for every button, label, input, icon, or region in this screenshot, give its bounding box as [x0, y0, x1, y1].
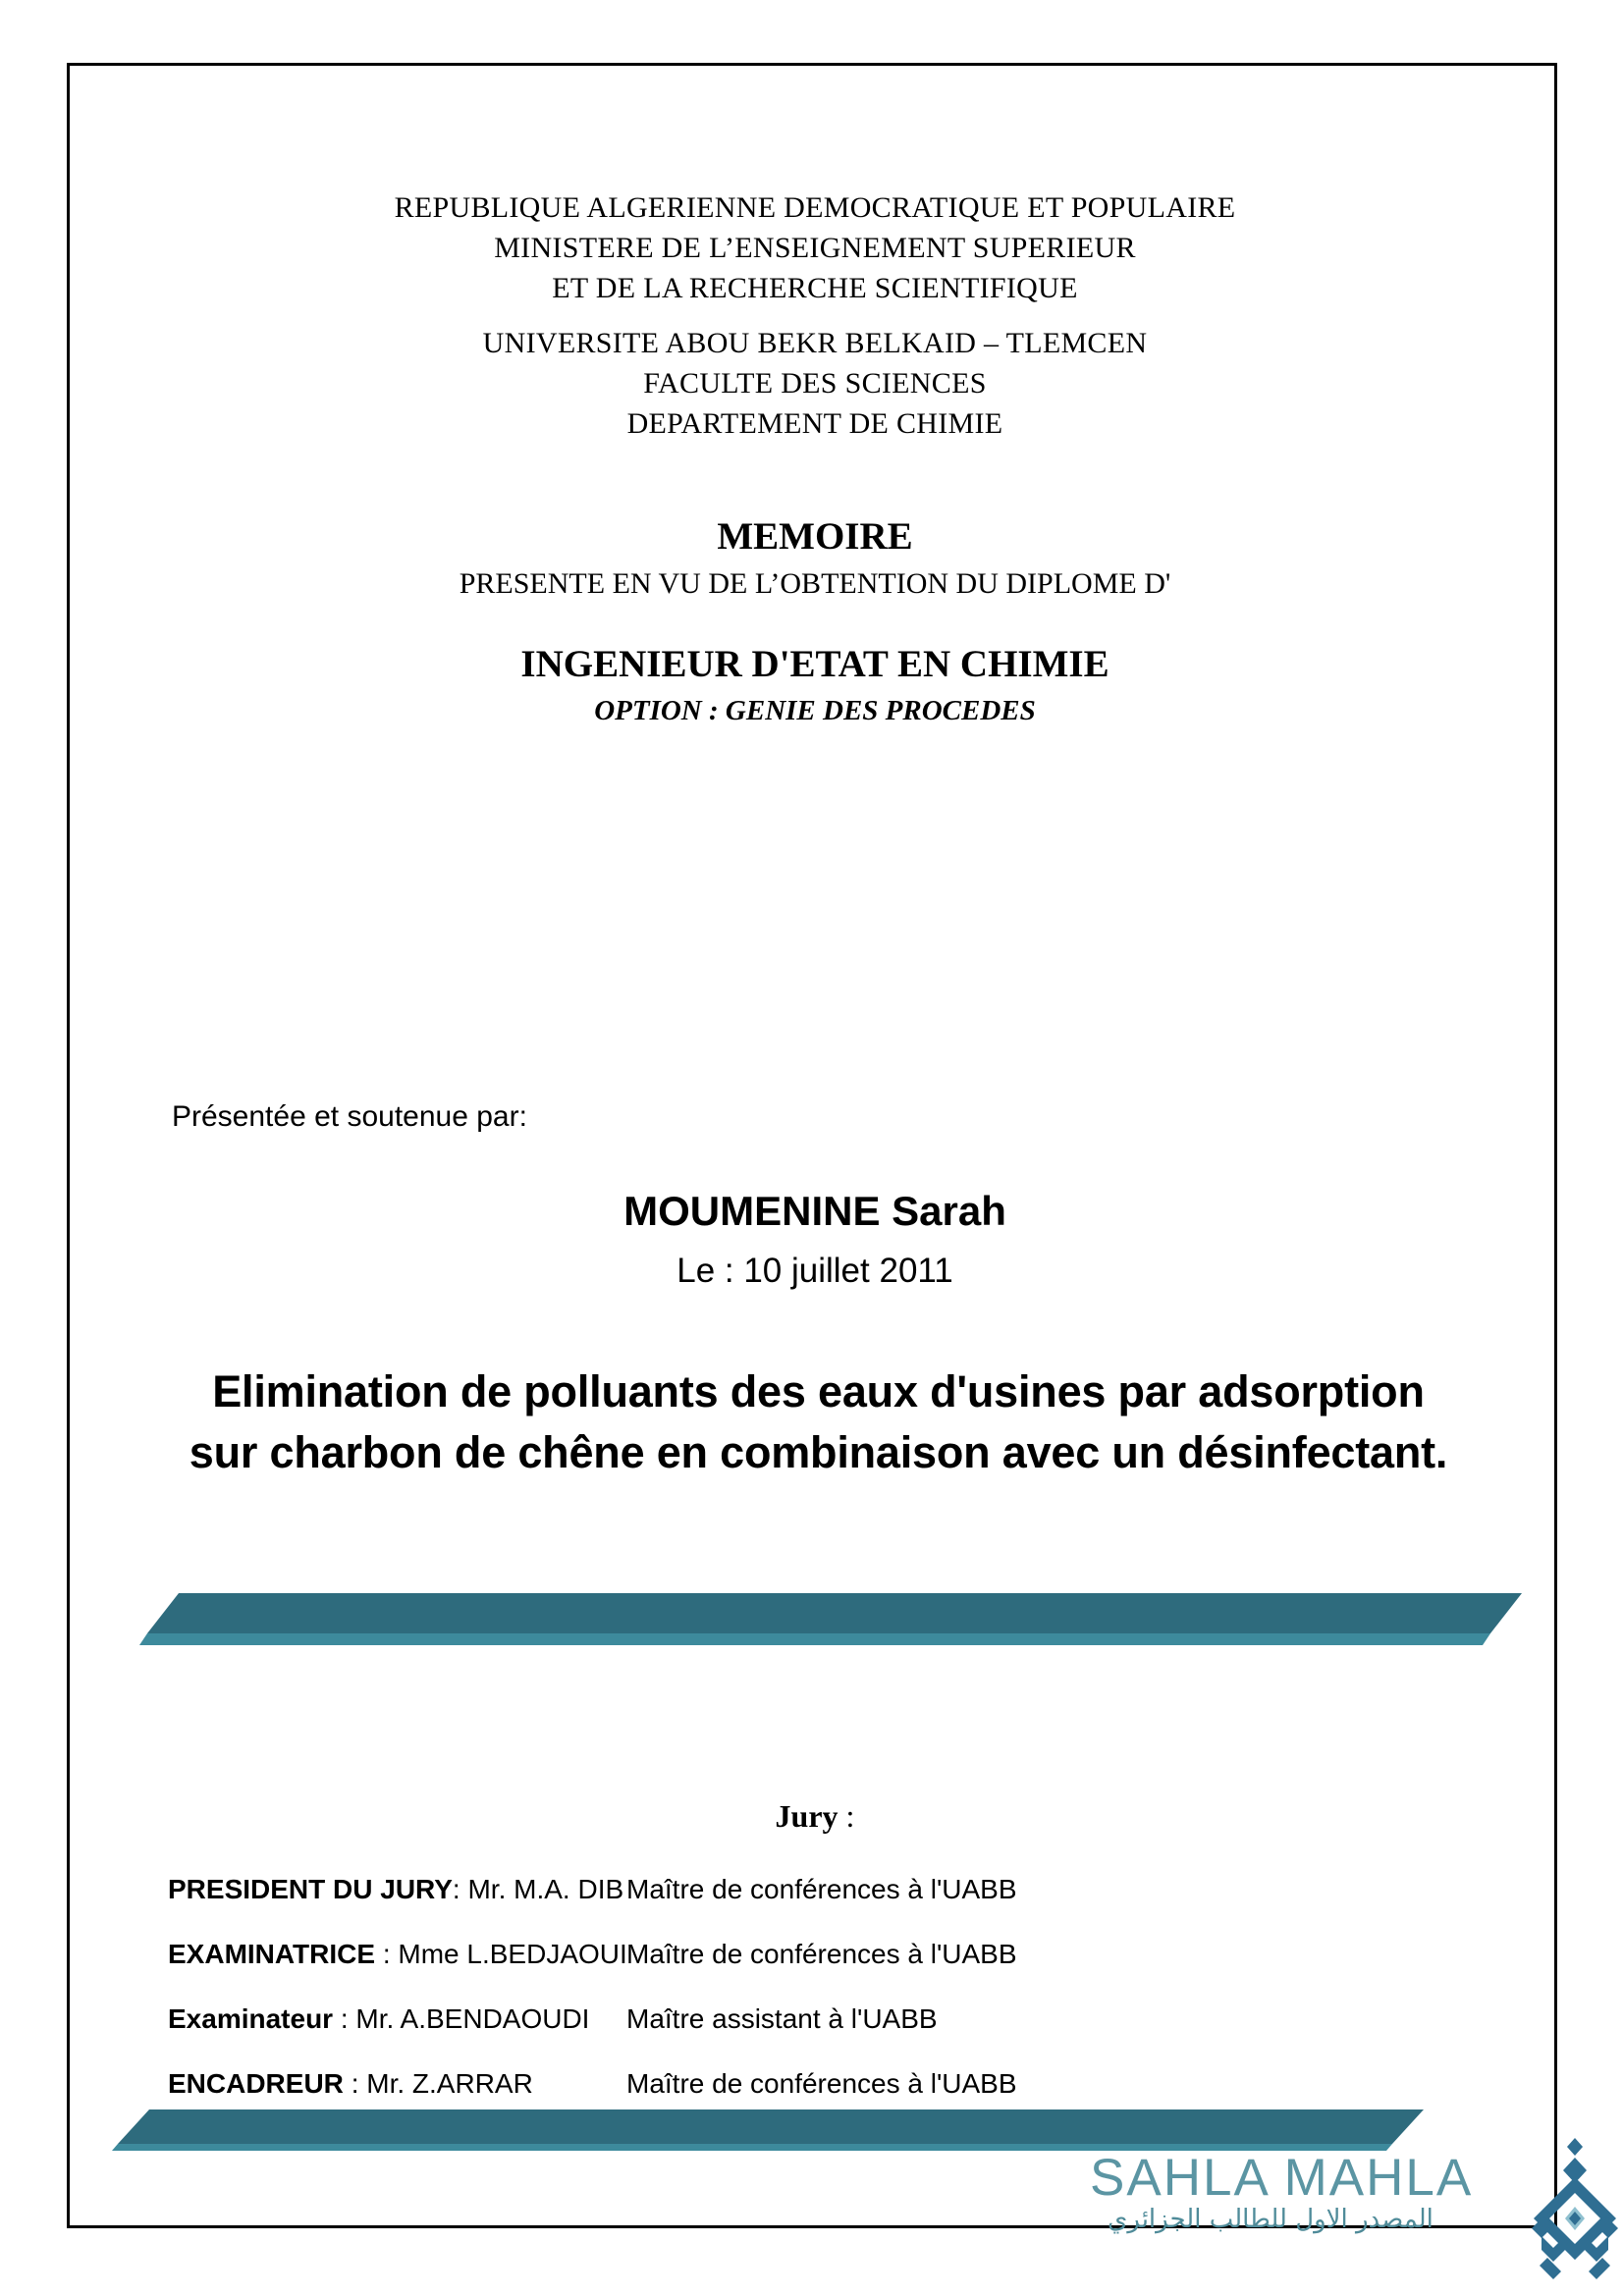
jury-role-and-name — [168, 1872, 623, 1907]
university-line: FACULTE DES SCIENCES — [643, 367, 987, 400]
memoire-heading: MEMOIRE — [717, 515, 913, 558]
jury-role: EXAMINATRICE — [168, 1939, 383, 1969]
jury-heading-word: Jury — [775, 1798, 839, 1834]
jury-member-rank: Maître de conférences à l'UABB — [626, 2068, 1017, 2099]
watermark-arabic-tagline: المصدر الاول للطالب الجزائري — [1108, 2205, 1434, 2234]
jury-role-and-name — [168, 2066, 533, 2102]
degree-title: INGENIEUR D'ETAT EN CHIMIE — [520, 643, 1109, 685]
watermark — [1090, 2148, 1620, 2285]
jury-separator: : — [382, 1939, 399, 1969]
institution-line: REPUBLIQUE ALGERIENNE DEMOCRATIQUE ET POPULAIRE — [394, 191, 1236, 224]
watermark-wordmark: SAHLA MAHLA — [1090, 2149, 1474, 2207]
jury-row — [168, 1872, 1464, 1937]
jury-separator: : — [340, 2003, 356, 2034]
jury-row — [168, 1937, 1464, 2002]
jury-role-and-name — [168, 2002, 589, 2037]
jury-heading-colon: : — [838, 1798, 855, 1834]
jury-list — [168, 1872, 1464, 2131]
decorative-ribbon-top — [98, 1582, 1532, 1651]
institution-line: ET DE LA RECHERCHE SCIENTIFIQUE — [552, 272, 1078, 304]
amazigh-diamond-logo-icon — [1522, 2134, 1623, 2286]
page-border-frame — [67, 63, 1557, 2228]
jury-heading — [70, 1796, 1560, 1836]
jury-separator: : — [452, 1874, 468, 1904]
jury-separator: : — [351, 2068, 367, 2099]
jury-row — [168, 2002, 1464, 2066]
jury-role: ENCADREUR — [168, 2068, 352, 2099]
jury-role: Examinateur — [168, 2003, 341, 2034]
institution-line: MINISTERE DE L’ENSEIGNEMENT SUPERIEUR — [494, 232, 1136, 264]
jury-role: PRESIDENT DU JURY — [168, 1874, 453, 1904]
university-line: DEPARTEMENT DE CHIMIE — [626, 407, 1003, 440]
jury-member-rank: Maître de conférences à l'UABB — [626, 1874, 1017, 1904]
jury-member-rank: Maître de conférences à l'UABB — [626, 1939, 1017, 1969]
memoire-subtitle: PRESENTE EN VU DE L’OBTENTION DU DIPLOME D' — [459, 567, 1171, 600]
jury-member-name: Mr. Z.ARRAR — [366, 2068, 533, 2099]
university-line: UNIVERSITE ABOU BEKR BELKAID – TLEMCEN — [482, 327, 1148, 359]
jury-role-and-name — [168, 1937, 627, 1972]
jury-member-name: Mr. A.BENDAOUDI — [355, 2003, 590, 2034]
jury-member-name: Mme L.BEDJAOUI — [398, 1939, 627, 1969]
author-name: MOUMENINE Sarah — [623, 1188, 1006, 1234]
institution-header — [70, 187, 1560, 308]
jury-member-rank: Maître assistant à l'UABB — [626, 2003, 938, 2034]
presented-by-label: Présentée et soutenue par: — [172, 1100, 527, 1133]
defense-date: Le : 10 juillet 2011 — [676, 1252, 953, 1290]
degree-option: OPTION : GENIE DES PROCEDES — [594, 695, 1036, 726]
university-header — [70, 323, 1560, 444]
jury-member-name: Mr. M.A. DIB — [467, 1874, 624, 1904]
thesis-title: Elimination de polluants des eaux d'usines par adsorption sur charbon de chêne en combinaison avec un désinfectant. — [189, 1366, 1448, 1477]
